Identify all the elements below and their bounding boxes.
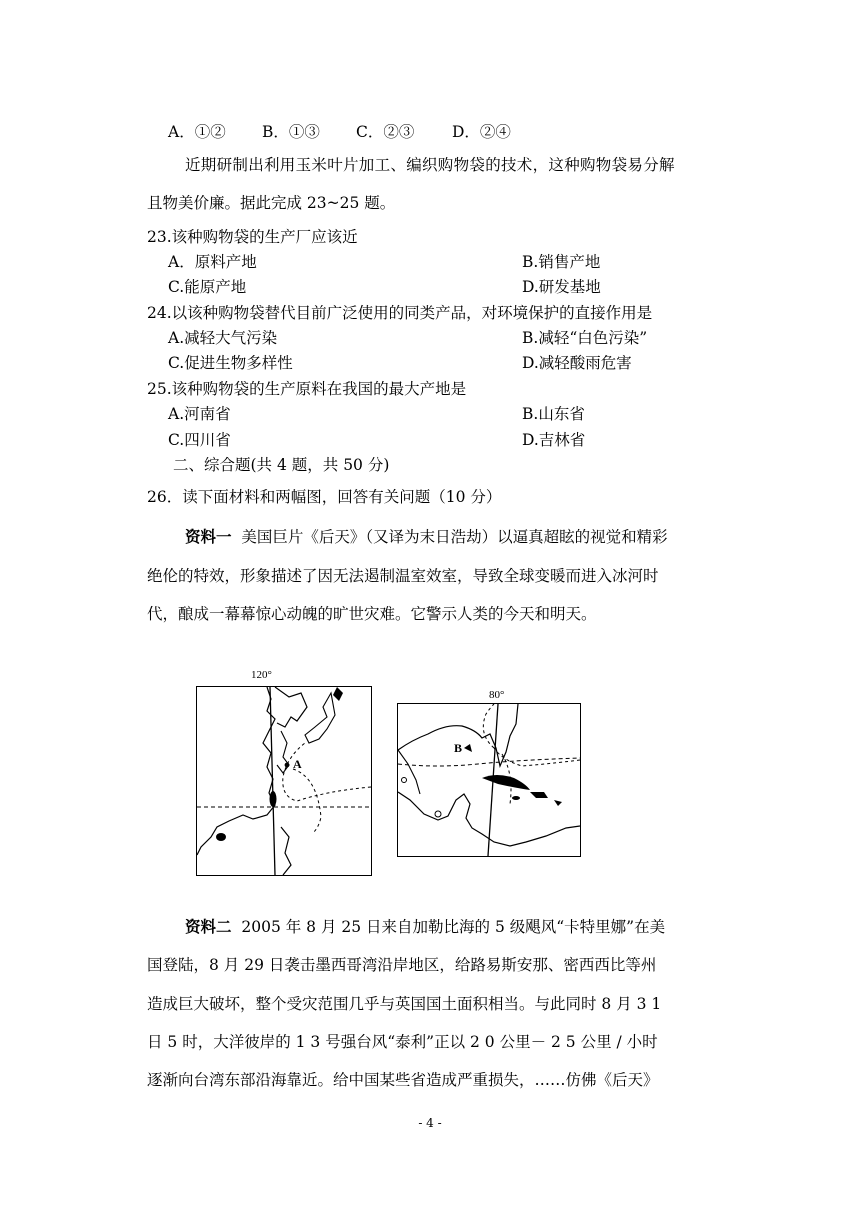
q24-option-c: C.促进生物多样性 — [168, 354, 293, 372]
q26-stem: 26．读下面材料和两幅图，回答有关问题（10 分） — [147, 488, 502, 506]
map2-point-label: B — [454, 741, 463, 755]
q22-option-d: D．②④ — [452, 123, 511, 141]
map2-meridian-label: 80° — [489, 689, 505, 701]
map1-meridian-label: 120° — [251, 669, 272, 681]
material2-line-4: 日 5 时，大洋彼岸的 1 3 号强台风“泰利”正以 2 0 公里－ 2 5 公里 / 小时 — [147, 1033, 658, 1051]
map-caribbean — [397, 703, 581, 857]
material2-line-2: 国登陆，8 月 29 日袭击墨西哥湾沿岸地区，给路易斯安那、密西西比等州 — [147, 956, 657, 974]
q25-option-a: A.河南省 — [168, 405, 231, 423]
material1-label: 资料一 — [185, 527, 232, 546]
map1-point-label: A — [293, 757, 302, 771]
map-east-asia — [196, 686, 372, 876]
q22-option-b: B．①③ — [262, 123, 320, 141]
material2-line-1 — [185, 917, 665, 937]
page-number: - 4 - — [418, 1116, 442, 1130]
material2-text-1: 2005 年 8 月 25 日来自加勒比海的 5 级飓风“卡特里娜”在美 — [241, 918, 666, 936]
q23-option-a: A．原料产地 — [168, 253, 257, 271]
material1-line-1 — [185, 527, 668, 547]
q25-option-c: C.四川省 — [168, 431, 231, 449]
q23-stem: 23.该种购物袋的生产厂应该近 — [147, 228, 358, 246]
q24-stem: 24.以该种购物袋替代目前广泛使用的同类产品，对环境保护的直接作用是 — [147, 304, 653, 322]
intro-line-1: 近期研制出利用玉米叶片加工、编织购物袋的技术，这种购物袋易分解 — [185, 156, 675, 174]
material1-text-1: 美国巨片《后天》（又译为末日浩劫）以逼真超眩的视觉和精彩 — [241, 528, 668, 546]
material2-label: 资料二 — [185, 917, 232, 936]
q24-option-b: B.减轻“白色污染” — [522, 329, 648, 347]
intro-line-2: 且物美价廉。据此完成 23~25 题。 — [147, 194, 396, 212]
q24-option-a: A.减轻大气污染 — [168, 329, 278, 347]
material2-line-3: 造成巨大破坏，整个受灾范围几乎与英国国土面积相当。与此同时 8 月 3 1 — [147, 995, 662, 1013]
q23-option-b: B.销售产地 — [522, 253, 601, 271]
q23-option-c: C.能原产地 — [168, 278, 247, 296]
material2-line-5: 逐渐向台湾东部沿海靠近。给中国某些省造成严重损失，……仿佛《后天》 — [147, 1071, 659, 1089]
q23-option-d: D.研发基地 — [522, 278, 601, 296]
q24-option-d: D.减轻酸雨危害 — [522, 354, 632, 372]
material1-line-2: 绝伦的特效，形象描述了因无法遏制温室效室，导致全球变暖而进入冰河时 — [147, 567, 659, 585]
q22-option-a: A．①② — [168, 123, 226, 141]
section-heading: 二、综合题(共 4 题，共 50 分) — [173, 456, 390, 474]
q25-option-d: D.吉林省 — [522, 431, 586, 449]
q25-option-b: B.山东省 — [522, 405, 585, 423]
material1-line-3: 代，酿成一幕幕惊心动魄的旷世灾难。它警示人类的今天和明天。 — [147, 605, 597, 623]
q22-option-c: C．②③ — [356, 123, 415, 141]
q25-stem: 25.该种购物袋的生产原料在我国的最大产地是 — [147, 380, 467, 398]
